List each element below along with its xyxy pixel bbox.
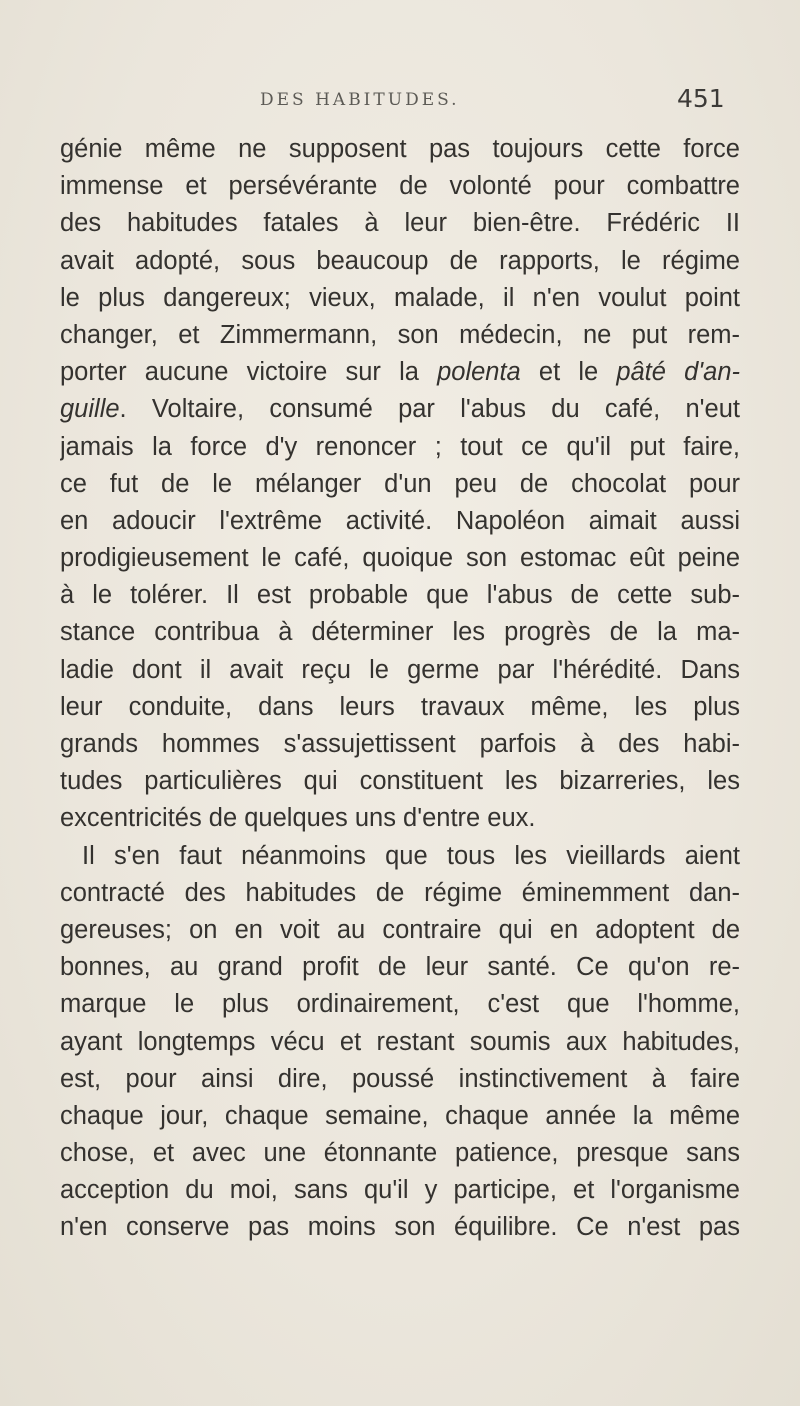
text-line: immense et persévérante de volonté pour combattre bbox=[60, 172, 740, 201]
text-fragment: et le bbox=[520, 358, 617, 387]
text-line: jamais la force d'y renoncer ; tout ce qu'il put faire, bbox=[60, 432, 740, 461]
text-line: ladie dont il avait reçu le germe par l'hérédité. Dans bbox=[60, 655, 740, 684]
text-line: grands hommes s'assujettissent parfois à des habi- bbox=[60, 730, 740, 758]
text-line: n'en conserve pas moins son équilibre. Ce n'est pas bbox=[60, 1213, 740, 1242]
text-line: génie même ne supposent pas toujours cette force bbox=[60, 135, 740, 163]
text-fragment: Voltaire, consumé par l'abus du café, n'eut bbox=[126, 395, 740, 424]
text-line: guille. Voltaire, consumé par l'abus du café, n'eut bbox=[60, 395, 740, 424]
italic-term: pâté d'an- bbox=[616, 358, 740, 387]
text-line: le plus dangereux; vieux, malade, il n'en voulut point bbox=[60, 283, 740, 312]
text-line: stance contribua à déterminer les progrès de la ma- bbox=[60, 618, 740, 647]
text-line: tudes particulières qui constituent les bizarreries, les bbox=[60, 767, 740, 796]
text-line: ce fut de le mélanger d'un peu de chocolat pour bbox=[60, 469, 740, 498]
body-text bbox=[60, 131, 740, 1247]
text-line: ayant longtemps vécu et restant soumis aux habitudes, bbox=[60, 1027, 740, 1056]
text-line bbox=[60, 354, 740, 391]
italic-term: guille bbox=[60, 395, 120, 424]
page-header bbox=[0, 86, 800, 120]
text-line: bonnes, au grand profit de leur santé. Ce qu'on re- bbox=[60, 953, 740, 982]
page-number: 451 bbox=[677, 84, 725, 113]
text-line: changer, et Zimmermann, son médecin, ne put rem- bbox=[60, 320, 740, 349]
text-line: Il s'en faut néanmoins que tous les vieillards aient bbox=[82, 841, 740, 870]
text-fragment: porter aucune victoire sur la bbox=[60, 358, 419, 387]
text-line: prodigieusement le café, quoique son estomac eût peine bbox=[60, 544, 740, 573]
text-line: à le tolérer. Il est probable que l'abus de cette sub- bbox=[60, 581, 740, 610]
text-line: avait adopté, sous beaucoup de rapports, le régime bbox=[60, 246, 740, 275]
text-line: chaque jour, chaque semaine, chaque année la même bbox=[60, 1101, 740, 1130]
italic-term: polenta bbox=[437, 358, 521, 387]
text-line: leur conduite, dans leurs travaux même, les plus bbox=[60, 692, 740, 721]
text-line: des habitudes fatales à leur bien-être. Frédéric II bbox=[60, 209, 740, 238]
text-line: excentricités de quelques uns d'entre eux. bbox=[60, 804, 536, 833]
text-line: gereuses; on en voit au contraire qui en adoptent de bbox=[60, 915, 740, 944]
text-line: marque le plus ordinairement, c'est que l'homme, bbox=[60, 990, 740, 1019]
text-line: contracté des habitudes de régime éminemment dan- bbox=[60, 878, 740, 907]
text-line: en adoucir l'extrême activité. Napoléon aimait aussi bbox=[60, 506, 740, 535]
text-line: chose, et avec une étonnante patience, presque sans bbox=[60, 1139, 740, 1168]
running-head: DES HABITUDES. bbox=[260, 90, 460, 110]
text-line: acception du moi, sans qu'il y participe, et l'organisme bbox=[60, 1176, 740, 1205]
text-line: est, pour ainsi dire, poussé instinctivement à faire bbox=[60, 1064, 740, 1093]
